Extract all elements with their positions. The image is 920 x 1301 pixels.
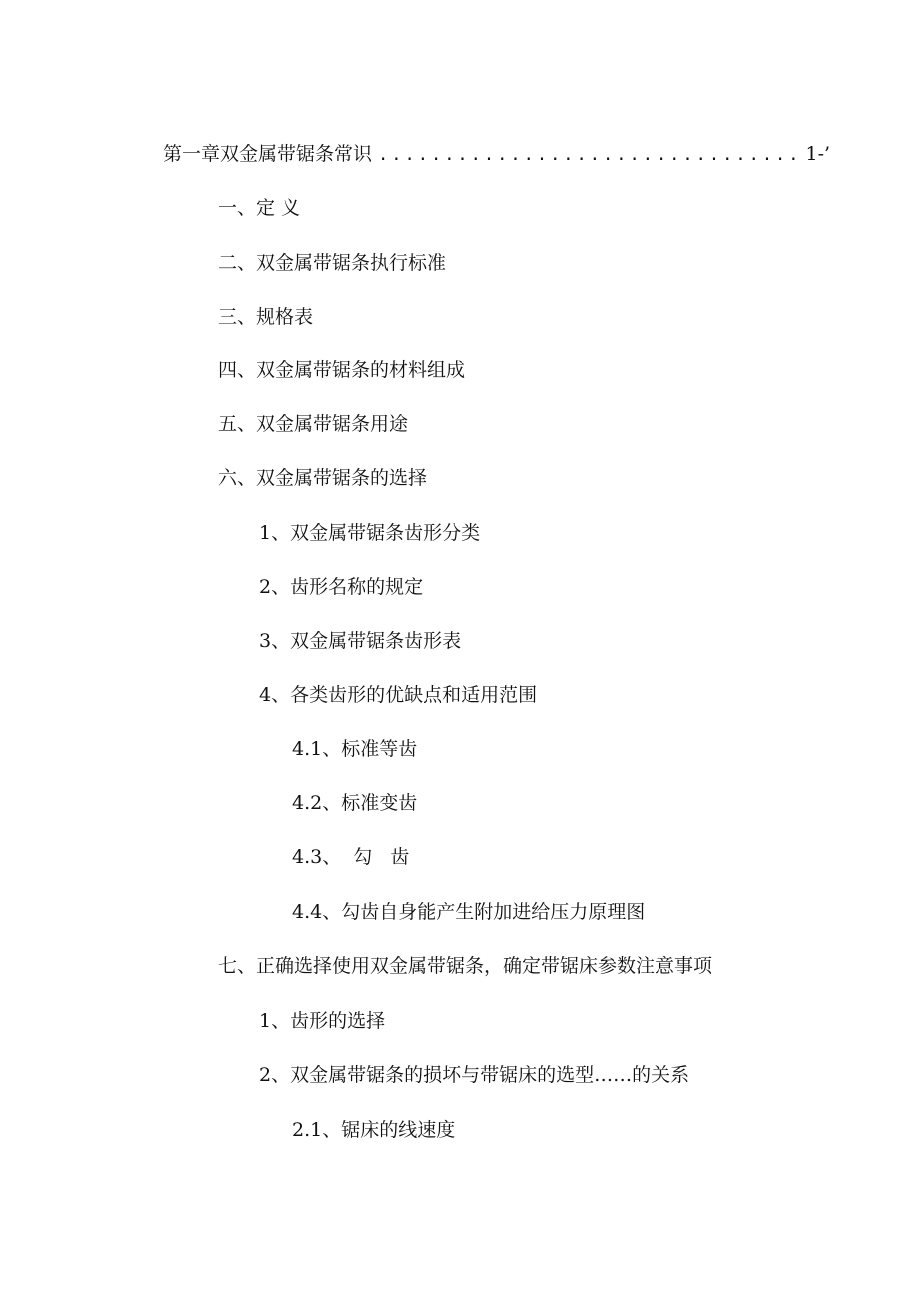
toc-entry-damage-relation: 2、双金属带锯条的损坏与带锯床的选型……的关系 bbox=[259, 1064, 690, 1086]
toc-entry-tooth-table: 3、双金属带锯条齿形表 bbox=[259, 630, 462, 652]
toc-entry-selection: 六、双金属带锯条的选择 bbox=[218, 467, 428, 489]
toc-entry-spec-table: 三、规格表 bbox=[218, 306, 314, 328]
toc-entry-materials: 四、双金属带锯条的材料组成 bbox=[218, 359, 466, 381]
toc-entry-correct-usage: 七、正确选择使用双金属带锯条，确定带锯床参数注意事项 bbox=[218, 955, 713, 977]
toc-entry-line-speed: 2.1、锯床的线速度 bbox=[292, 1119, 456, 1141]
toc-entry-standard: 二、双金属带锯条执行标准 bbox=[218, 252, 447, 274]
toc-leader-dots: ................................ bbox=[378, 145, 802, 165]
toc-entry-standard-regular-tooth: 4.1、标准等齿 bbox=[292, 738, 418, 760]
chapter-page-number: 1-’ bbox=[805, 143, 831, 165]
toc-entry-hook-tooth-diagram: 4.4、勾齿自身能产生附加进给压力原理图 bbox=[292, 901, 646, 923]
toc-entry-definition: 一、定 义 bbox=[218, 197, 301, 219]
toc-entry-tooth-selection: 1、齿形的选择 bbox=[259, 1010, 386, 1032]
toc-entry-tooth-classification: 1、双金属带锯条齿形分类 bbox=[259, 522, 481, 544]
toc-entry-uses: 五、双金属带锯条用途 bbox=[218, 413, 409, 435]
toc-entry-tooth-naming: 2、齿形名称的规定 bbox=[259, 576, 424, 598]
toc-entry-standard-variable-tooth: 4.2、标准变齿 bbox=[292, 792, 418, 814]
toc-entry-tooth-pros-cons: 4、各类齿形的优缺点和适用范围 bbox=[259, 684, 538, 706]
toc-chapter-line bbox=[163, 142, 831, 167]
chapter-title: 第一章双金属带锯条常识 bbox=[163, 143, 373, 165]
toc-entry-hook-tooth: 4.3、 勾 齿 bbox=[292, 846, 410, 868]
